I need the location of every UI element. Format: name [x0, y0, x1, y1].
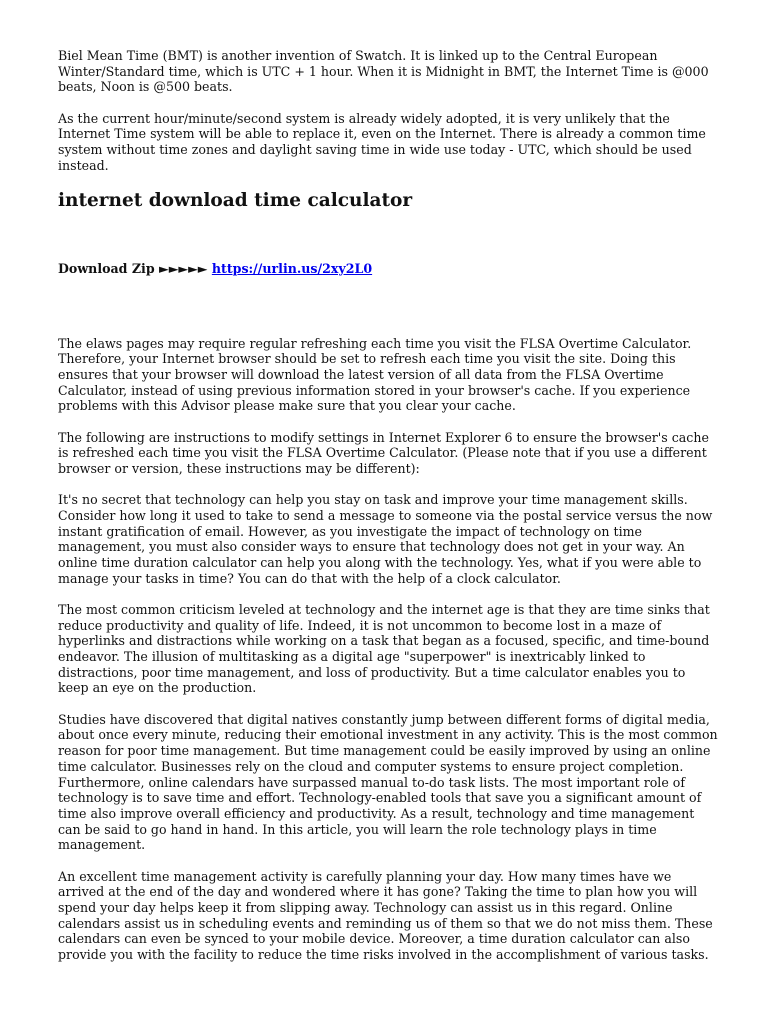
body-paragraph-4: The most common criticism leveled at technology and the internet age is that they are time sinks that reduce productivity and quality of life. Indeed, it is not uncommon to become lost in a maze of hyperlinks and distractions while working on a task that began as a focused, specific, and time-bound endeavor. The illusion of multitasking as a digital age "superpower" is inextricably linked to distractions, poor time management, and loss of productivity. But a time calculator enables you to keep an eye on the production. [58, 601, 710, 696]
body-paragraph-2: The following are instructions to modify settings in Internet Explorer 6 to ensure the browser's cache is refreshed each time you visit the FLSA Overtime Calculator. (Please note that if you use a different browser or version, these instructions may be different): [58, 429, 709, 477]
page-title: internet download time calculator [58, 189, 413, 211]
body-paragraph-6: An excellent time management activity is carefully planning your day. How many times have we arrived at the end of the day and wondered where it has gone? Taking the time to plan how you will spend your day helps keep it from slipping away. Technology can assist us in this regard. Online calendars assist us in scheduling events and reminding us of them so that we do not miss them. These calendars can even be synced to your mobile device. Moreover, a time duration calculator can also provide you with the facility to reduce the time risks involved in the accomplishment of various tasks. [58, 868, 713, 963]
intro-paragraph-utc: As the current hour/minute/second system is already widely adopted, it is very unlikely that the Internet Time system will be able to replace it, even on the Internet. There is already a common time system without time zones and daylight saving time in wide use today - UTC, which should be used instead. [58, 110, 706, 173]
intro-paragraph-bmt: Biel Mean Time (BMT) is another invention of Swatch. It is linked up to the Central European Winter/Standard time, which is UTC + 1 hour. When it is Midnight in BMT, the Internet Time is @000 beats, Noon is @500 beats. [58, 48, 709, 95]
body-paragraph-1: The elaws pages may require regular refreshing each time you visit the FLSA Overtime Calculator. Therefore, your Internet browser should be set to refresh each time you visit the site. Doing this ensures that your browser will download the latest version of all data from the FLSA Overtime Calculator, instead of using previous information stored in your browser's cache. If you experience problems with this Advisor please make sure that you clear your cache. [58, 335, 692, 414]
download-label: Download Zip ►►►►► [58, 260, 212, 276]
body-paragraph-5: Studies have discovered that digital natives constantly jump between different forms of digital media, about once every minute, reducing their emotional investment in any activity. This is the most common reason for poor time management. But time management could be easily improved by using an online time calculator. Businesses rely on the cloud and computer systems to ensure project completion. Furthermore, online calendars have surpassed manual to-do task lists. The most important role of technology is to save time and effort. Technology-enabled tools that save you a significant amount of time also improve overall efficiency and productivity. As a result, technology and time management can be said to go hand in hand. In this article, you will learn the role technology plays in time management. [58, 711, 718, 853]
download-line [58, 261, 718, 277]
document-page [58, 48, 718, 978]
download-link[interactable]: https://urlin.us/2xy2L0 [211, 260, 373, 276]
body-paragraph-3: It's no secret that technology can help you stay on task and improve your time management skills. Consider how long it used to take to send a message to someone via the postal service versus the now instant gratification of email. However, as you investigate the impact of technology on time management, you must also consider ways to ensure that technology does not get in your way. An online time duration calculator can help you along with the technology. Yes, what if you were able to manage your tasks in time? You can do that with the help of a clock calculator. [58, 492, 713, 586]
